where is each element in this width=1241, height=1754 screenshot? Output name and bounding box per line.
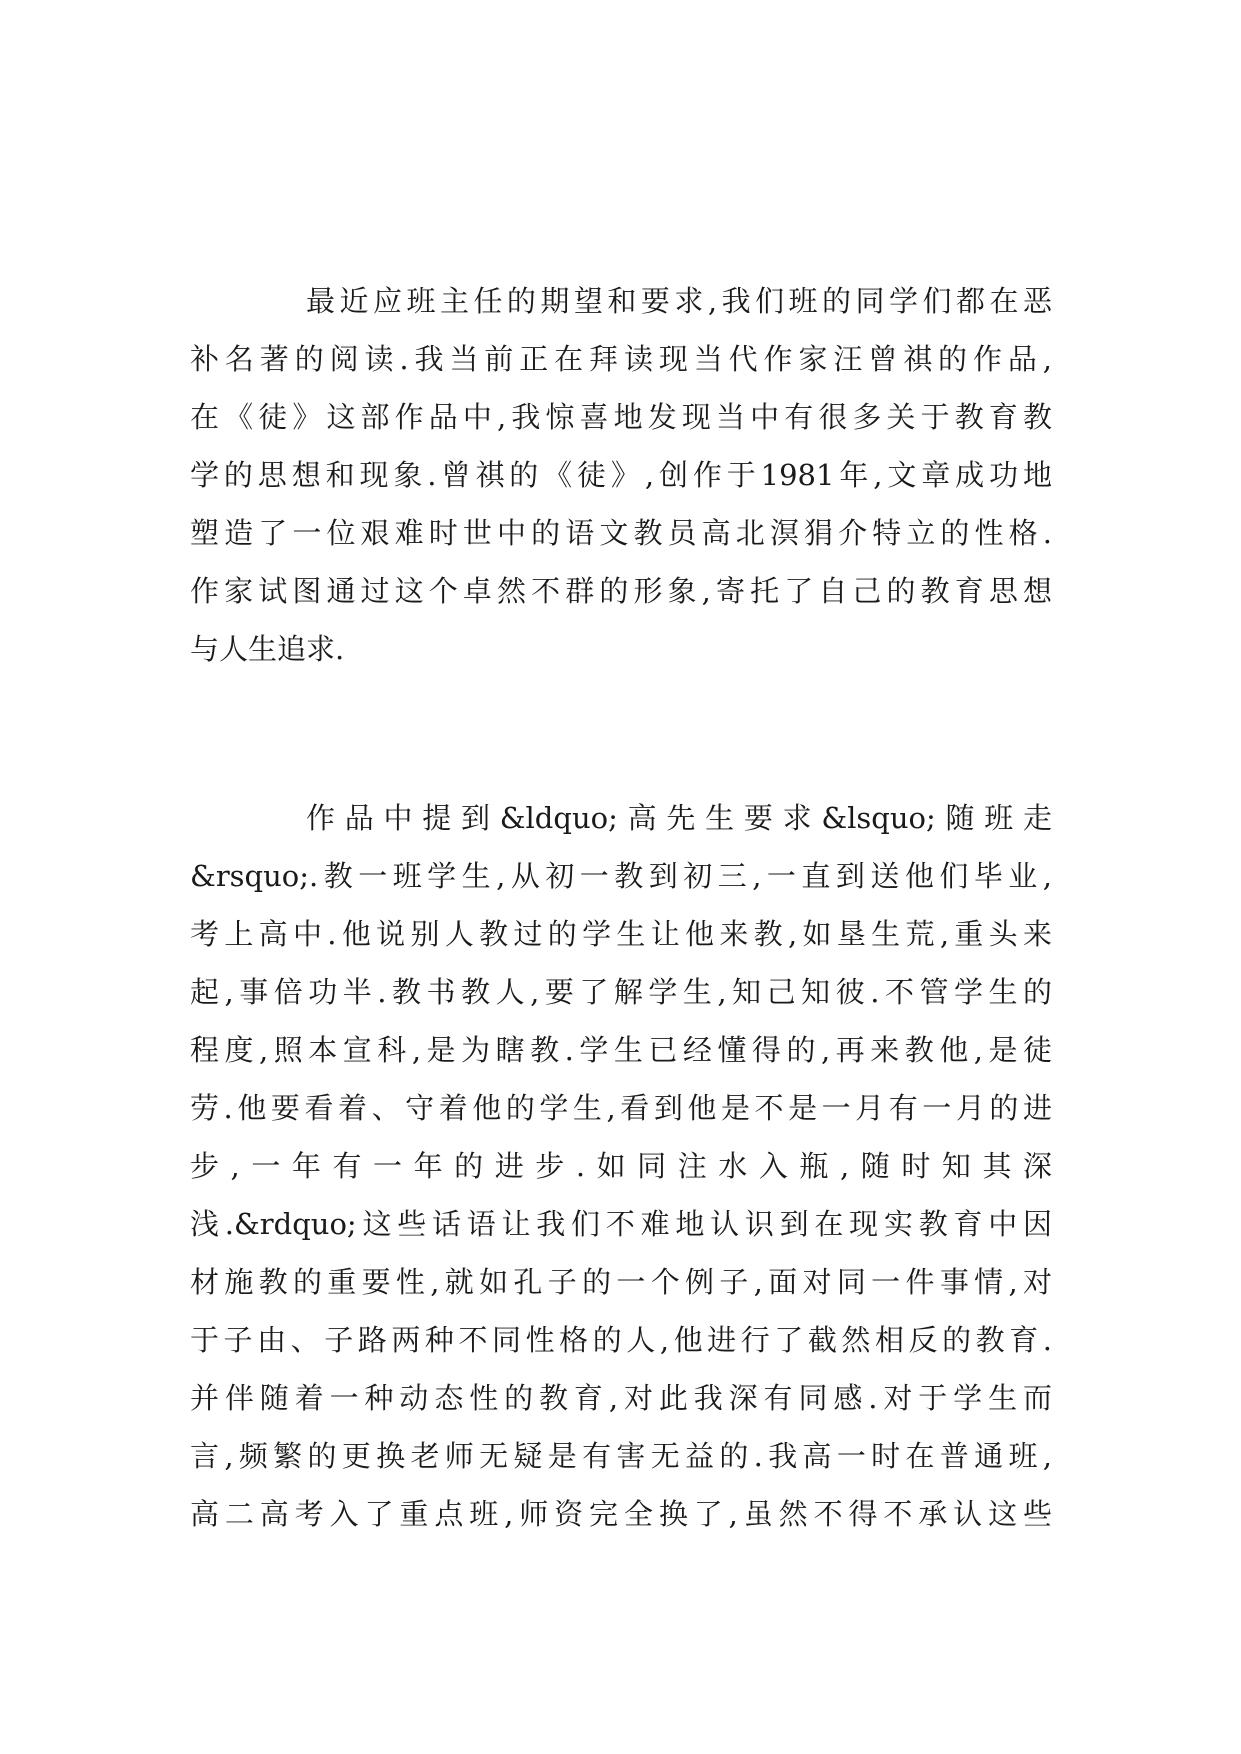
paragraph-2	[190, 789, 1052, 1543]
text-line: 在《徒》这部作品中,我惊喜地发现当中有很多关于教育教	[190, 400, 1052, 434]
text-line: 程度,照本宣科,是为瞎教.学生已经懂得的,再来教他,是徒	[190, 1033, 1052, 1067]
text-line: 最近应班主任的期望和要求,我们班的同学们都在恶	[306, 284, 1052, 318]
text-line: 考上高中.他说别人教过的学生让他来教,如垦生荒,重头来	[190, 917, 1052, 951]
text-line: 于子由、子路两种不同性格的人,他进行了截然相反的教育.	[190, 1323, 1052, 1357]
text-line: 材施教的重要性,就如孔子的一个例子,面对同一件事情,对	[190, 1265, 1052, 1299]
text-line: 浅.&rdquo;这些话语让我们不难地认识到在现实教育中因	[190, 1207, 1052, 1241]
text-line: 与人生追求.	[190, 632, 345, 666]
text-line: 补名著的阅读.我当前正在拜读现当代作家汪曾祺的作品,	[190, 342, 1052, 376]
paragraph-1	[190, 272, 1052, 678]
text-line: 作家试图通过这个卓然不群的形象,寄托了自己的教育思想	[190, 574, 1052, 608]
text-line: 高二高考入了重点班,师资完全换了,虽然不得不承认这些	[190, 1497, 1052, 1531]
text-line: 学的思想和现象.曾祺的《徒》,创作于1981年,文章成功地	[190, 458, 1052, 492]
text-line: 言,频繁的更换老师无疑是有害无益的.我高一时在普通班,	[190, 1439, 1052, 1473]
text-line: &rsquo;.教一班学生,从初一教到初三,一直到送他们毕业,	[190, 859, 1052, 893]
text-line: 作品中提到&ldquo;高先生要求&lsquo;随班走	[306, 801, 1052, 835]
text-line: 并伴随着一种动态性的教育,对此我深有同感.对于学生而	[190, 1381, 1052, 1415]
text-line: 步,一年有一年的进步.如同注水入瓶,随时知其深	[190, 1149, 1052, 1183]
text-line: 塑造了一位艰难时世中的语文教员高北溟狷介特立的性格.	[190, 516, 1052, 550]
text-line: 劳.他要看着、守着他的学生,看到他是不是一月有一月的进	[190, 1091, 1052, 1125]
text-line: 起,事倍功半.教书教人,要了解学生,知己知彼.不管学生的	[190, 975, 1052, 1009]
